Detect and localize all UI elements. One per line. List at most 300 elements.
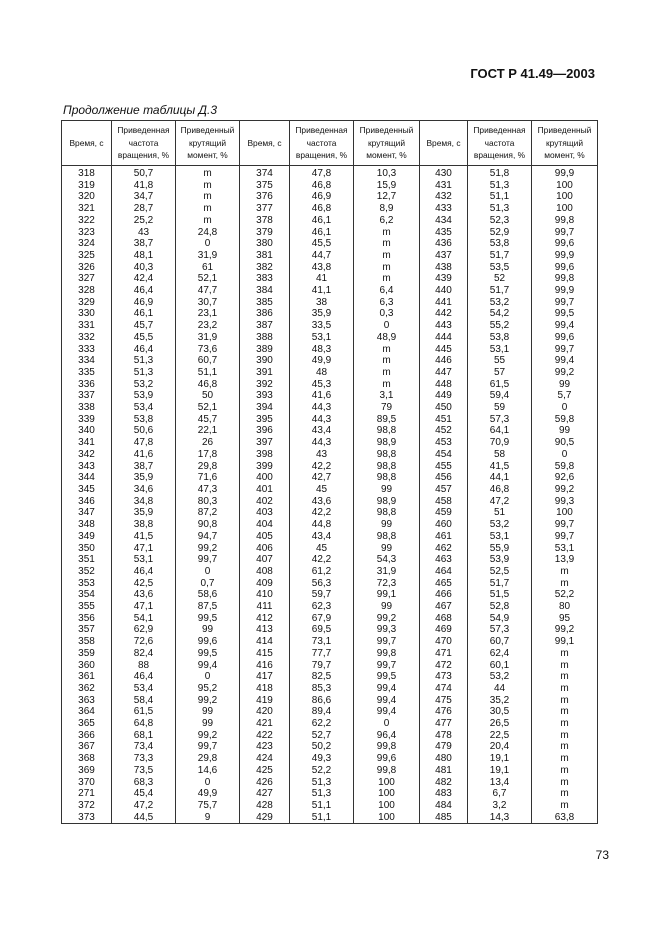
time-cell: 320 bbox=[62, 191, 112, 203]
table-row bbox=[62, 238, 598, 250]
column-header-torque: Приведенный крутящий момент, % bbox=[532, 121, 598, 166]
torque-cell: 99,7 bbox=[532, 519, 598, 531]
torque-cell: m bbox=[176, 191, 240, 203]
torque-cell: m bbox=[532, 753, 598, 765]
time-cell: 411 bbox=[240, 601, 290, 613]
table-row bbox=[62, 262, 598, 274]
time-cell: 346 bbox=[62, 496, 112, 508]
speed-cell: 51,8 bbox=[468, 166, 532, 180]
torque-cell: 5,7 bbox=[532, 390, 598, 402]
torque-cell: m bbox=[532, 671, 598, 683]
table-row bbox=[62, 636, 598, 648]
time-cell: 324 bbox=[62, 238, 112, 250]
time-cell: 463 bbox=[420, 554, 468, 566]
torque-cell: 31,9 bbox=[176, 332, 240, 344]
table-row bbox=[62, 227, 598, 239]
time-cell: 377 bbox=[240, 203, 290, 215]
time-cell: 416 bbox=[240, 660, 290, 672]
speed-cell: 82,4 bbox=[112, 648, 176, 660]
time-cell: 271 bbox=[62, 788, 112, 800]
time-cell: 479 bbox=[420, 741, 468, 753]
time-cell: 347 bbox=[62, 507, 112, 519]
time-cell: 365 bbox=[62, 718, 112, 730]
table-row bbox=[62, 344, 598, 356]
speed-cell: 45 bbox=[290, 543, 354, 555]
torque-cell: 99,4 bbox=[354, 683, 420, 695]
speed-cell: 64,1 bbox=[468, 425, 532, 437]
torque-cell: 94,7 bbox=[176, 531, 240, 543]
speed-cell: 30,5 bbox=[468, 706, 532, 718]
time-cell: 355 bbox=[62, 601, 112, 613]
time-cell: 471 bbox=[420, 648, 468, 660]
time-cell: 328 bbox=[62, 285, 112, 297]
table-row bbox=[62, 671, 598, 683]
torque-cell: m bbox=[532, 578, 598, 590]
time-cell: 373 bbox=[62, 812, 112, 824]
speed-cell: 51,1 bbox=[290, 812, 354, 824]
speed-cell: 53,8 bbox=[112, 414, 176, 426]
speed-cell: 45,7 bbox=[112, 320, 176, 332]
data-table bbox=[61, 120, 598, 824]
torque-cell: m bbox=[532, 730, 598, 742]
torque-cell: 99,4 bbox=[354, 695, 420, 707]
time-cell: 391 bbox=[240, 367, 290, 379]
time-cell: 359 bbox=[62, 648, 112, 660]
speed-cell: 34,7 bbox=[112, 191, 176, 203]
speed-cell: 43 bbox=[290, 449, 354, 461]
torque-cell: 52,1 bbox=[176, 402, 240, 414]
time-cell: 414 bbox=[240, 636, 290, 648]
time-cell: 354 bbox=[62, 589, 112, 601]
speed-cell: 55 bbox=[468, 355, 532, 367]
speed-cell: 52,8 bbox=[468, 601, 532, 613]
torque-cell: 23,1 bbox=[176, 308, 240, 320]
torque-cell: 99,3 bbox=[354, 624, 420, 636]
torque-cell: m bbox=[532, 777, 598, 789]
time-cell: 387 bbox=[240, 320, 290, 332]
speed-cell: 41,5 bbox=[468, 461, 532, 473]
time-cell: 475 bbox=[420, 695, 468, 707]
speed-cell: 52,9 bbox=[468, 227, 532, 239]
speed-cell: 47,1 bbox=[112, 543, 176, 555]
table-row bbox=[62, 166, 598, 180]
time-cell: 402 bbox=[240, 496, 290, 508]
time-cell: 483 bbox=[420, 788, 468, 800]
torque-cell: 0 bbox=[532, 402, 598, 414]
speed-cell: 62,9 bbox=[112, 624, 176, 636]
table-row bbox=[62, 519, 598, 531]
table-row bbox=[62, 765, 598, 777]
torque-cell: 99,6 bbox=[532, 262, 598, 274]
torque-cell: 99 bbox=[354, 543, 420, 555]
torque-cell: 99,5 bbox=[176, 648, 240, 660]
torque-cell: 99,8 bbox=[532, 215, 598, 227]
time-cell: 437 bbox=[420, 250, 468, 262]
torque-cell: 87,5 bbox=[176, 601, 240, 613]
time-cell: 428 bbox=[240, 800, 290, 812]
table-row bbox=[62, 461, 598, 473]
torque-cell: 99,7 bbox=[532, 531, 598, 543]
speed-cell: 51,3 bbox=[290, 777, 354, 789]
time-cell: 385 bbox=[240, 297, 290, 309]
time-cell: 474 bbox=[420, 683, 468, 695]
speed-cell: 59 bbox=[468, 402, 532, 414]
torque-cell: 99,4 bbox=[354, 706, 420, 718]
torque-cell: m bbox=[354, 379, 420, 391]
speed-cell: 38,8 bbox=[112, 519, 176, 531]
time-cell: 398 bbox=[240, 449, 290, 461]
speed-cell: 60,1 bbox=[468, 660, 532, 672]
table-row bbox=[62, 578, 598, 590]
time-cell: 384 bbox=[240, 285, 290, 297]
torque-cell: 73,6 bbox=[176, 344, 240, 356]
torque-cell: 47,3 bbox=[176, 484, 240, 496]
speed-cell: 46,1 bbox=[290, 215, 354, 227]
table-caption: Продолжение таблицы Д.3 bbox=[63, 103, 218, 117]
torque-cell: 98,8 bbox=[354, 461, 420, 473]
torque-cell: m bbox=[354, 250, 420, 262]
torque-cell: 53,1 bbox=[532, 543, 598, 555]
torque-cell: 0 bbox=[176, 777, 240, 789]
torque-cell: m bbox=[354, 227, 420, 239]
speed-cell: 70,9 bbox=[468, 437, 532, 449]
torque-cell: 99 bbox=[176, 624, 240, 636]
time-cell: 403 bbox=[240, 507, 290, 519]
time-cell: 361 bbox=[62, 671, 112, 683]
time-cell: 350 bbox=[62, 543, 112, 555]
table-row bbox=[62, 531, 598, 543]
torque-cell: 0 bbox=[176, 671, 240, 683]
speed-cell: 51,3 bbox=[112, 355, 176, 367]
speed-cell: 45,3 bbox=[290, 379, 354, 391]
time-cell: 454 bbox=[420, 449, 468, 461]
torque-cell: 45,7 bbox=[176, 414, 240, 426]
table-row bbox=[62, 624, 598, 636]
speed-cell: 89,4 bbox=[290, 706, 354, 718]
speed-cell: 54,1 bbox=[112, 613, 176, 625]
speed-cell: 77,7 bbox=[290, 648, 354, 660]
speed-cell: 13,4 bbox=[468, 777, 532, 789]
speed-cell: 3,2 bbox=[468, 800, 532, 812]
speed-cell: 49,3 bbox=[290, 753, 354, 765]
speed-cell: 72,6 bbox=[112, 636, 176, 648]
time-cell: 473 bbox=[420, 671, 468, 683]
speed-cell: 60,7 bbox=[468, 636, 532, 648]
table-row bbox=[62, 800, 598, 812]
speed-cell: 44,7 bbox=[290, 250, 354, 262]
speed-cell: 52 bbox=[468, 273, 532, 285]
time-cell: 404 bbox=[240, 519, 290, 531]
time-cell: 417 bbox=[240, 671, 290, 683]
speed-cell: 61,2 bbox=[290, 566, 354, 578]
speed-cell: 45,5 bbox=[290, 238, 354, 250]
table-body bbox=[62, 166, 598, 824]
speed-cell: 22,5 bbox=[468, 730, 532, 742]
torque-cell: 0 bbox=[176, 566, 240, 578]
torque-cell: 0,3 bbox=[354, 308, 420, 320]
torque-cell: 92,6 bbox=[532, 472, 598, 484]
time-cell: 439 bbox=[420, 273, 468, 285]
torque-cell: 0 bbox=[354, 718, 420, 730]
speed-cell: 20,4 bbox=[468, 741, 532, 753]
time-cell: 392 bbox=[240, 379, 290, 391]
table-row bbox=[62, 390, 598, 402]
time-cell: 408 bbox=[240, 566, 290, 578]
document-standard-number: ГОСТ Р 41.49—2003 bbox=[470, 66, 595, 81]
speed-cell: 52,7 bbox=[290, 730, 354, 742]
time-cell: 348 bbox=[62, 519, 112, 531]
torque-cell: 6,2 bbox=[354, 215, 420, 227]
time-cell: 450 bbox=[420, 402, 468, 414]
time-cell: 449 bbox=[420, 390, 468, 402]
speed-cell: 49,9 bbox=[290, 355, 354, 367]
torque-cell: 60,7 bbox=[176, 355, 240, 367]
time-cell: 389 bbox=[240, 344, 290, 356]
time-cell: 457 bbox=[420, 484, 468, 496]
torque-cell: 100 bbox=[532, 203, 598, 215]
column-header-torque: Приведенный крутящий момент, % bbox=[176, 121, 240, 166]
speed-cell: 51,7 bbox=[468, 578, 532, 590]
time-cell: 321 bbox=[62, 203, 112, 215]
speed-cell: 45,5 bbox=[112, 332, 176, 344]
time-cell: 364 bbox=[62, 706, 112, 718]
torque-cell: 100 bbox=[532, 180, 598, 192]
torque-cell: 72,3 bbox=[354, 578, 420, 590]
speed-cell: 58 bbox=[468, 449, 532, 461]
time-cell: 342 bbox=[62, 449, 112, 461]
speed-cell: 73,4 bbox=[112, 741, 176, 753]
speed-cell: 53,1 bbox=[290, 332, 354, 344]
time-cell: 460 bbox=[420, 519, 468, 531]
time-cell: 467 bbox=[420, 601, 468, 613]
torque-cell: m bbox=[176, 203, 240, 215]
time-cell: 331 bbox=[62, 320, 112, 332]
speed-cell: 48 bbox=[290, 367, 354, 379]
table-row bbox=[62, 601, 598, 613]
table-row bbox=[62, 648, 598, 660]
time-cell: 446 bbox=[420, 355, 468, 367]
speed-cell: 51,3 bbox=[290, 788, 354, 800]
speed-cell: 34,6 bbox=[112, 484, 176, 496]
speed-cell: 53,5 bbox=[468, 262, 532, 274]
table-row bbox=[62, 730, 598, 742]
speed-cell: 46,4 bbox=[112, 671, 176, 683]
torque-cell: 100 bbox=[532, 507, 598, 519]
torque-cell: 3,1 bbox=[354, 390, 420, 402]
torque-cell: 48,9 bbox=[354, 332, 420, 344]
torque-cell: 61 bbox=[176, 262, 240, 274]
speed-cell: 47,8 bbox=[290, 166, 354, 180]
table-row bbox=[62, 812, 598, 824]
torque-cell: 31,9 bbox=[354, 566, 420, 578]
time-cell: 376 bbox=[240, 191, 290, 203]
time-cell: 370 bbox=[62, 777, 112, 789]
speed-cell: 46,1 bbox=[290, 227, 354, 239]
torque-cell: 99,9 bbox=[532, 166, 598, 180]
torque-cell: m bbox=[532, 566, 598, 578]
torque-cell: 6,3 bbox=[354, 297, 420, 309]
column-header-speed: Приведенная частота вращения, % bbox=[290, 121, 354, 166]
speed-cell: 46,9 bbox=[290, 191, 354, 203]
speed-cell: 43,4 bbox=[290, 425, 354, 437]
torque-cell: 98,8 bbox=[354, 507, 420, 519]
torque-cell: 59,8 bbox=[532, 414, 598, 426]
time-cell: 343 bbox=[62, 461, 112, 473]
speed-cell: 57,3 bbox=[468, 414, 532, 426]
time-cell: 352 bbox=[62, 566, 112, 578]
torque-cell: m bbox=[354, 262, 420, 274]
speed-cell: 46,4 bbox=[112, 285, 176, 297]
torque-cell: 15,9 bbox=[354, 180, 420, 192]
speed-cell: 46,4 bbox=[112, 566, 176, 578]
torque-cell: 98,8 bbox=[354, 472, 420, 484]
torque-cell: 99 bbox=[532, 425, 598, 437]
time-cell: 468 bbox=[420, 613, 468, 625]
table-row bbox=[62, 414, 598, 426]
time-cell: 409 bbox=[240, 578, 290, 590]
table-row bbox=[62, 437, 598, 449]
speed-cell: 43,6 bbox=[290, 496, 354, 508]
torque-cell: 99,7 bbox=[532, 227, 598, 239]
column-header-speed: Приведенная частота вращения, % bbox=[468, 121, 532, 166]
time-cell: 442 bbox=[420, 308, 468, 320]
speed-cell: 62,4 bbox=[468, 648, 532, 660]
time-cell: 340 bbox=[62, 425, 112, 437]
speed-cell: 54,9 bbox=[468, 613, 532, 625]
torque-cell: 99,6 bbox=[532, 332, 598, 344]
time-cell: 358 bbox=[62, 636, 112, 648]
torque-cell: 14,6 bbox=[176, 765, 240, 777]
table-row bbox=[62, 543, 598, 555]
time-cell: 413 bbox=[240, 624, 290, 636]
speed-cell: 44,3 bbox=[290, 402, 354, 414]
time-cell: 337 bbox=[62, 390, 112, 402]
time-cell: 482 bbox=[420, 777, 468, 789]
table-row bbox=[62, 215, 598, 227]
torque-cell: 99,8 bbox=[354, 741, 420, 753]
speed-cell: 46,8 bbox=[468, 484, 532, 496]
time-cell: 381 bbox=[240, 250, 290, 262]
table-row bbox=[62, 660, 598, 672]
column-header-time: Время, с bbox=[420, 121, 468, 166]
table-row bbox=[62, 484, 598, 496]
speed-cell: 86,6 bbox=[290, 695, 354, 707]
torque-cell: 99,4 bbox=[176, 660, 240, 672]
torque-cell: m bbox=[354, 355, 420, 367]
time-cell: 438 bbox=[420, 262, 468, 274]
speed-cell: 50,6 bbox=[112, 425, 176, 437]
speed-cell: 51 bbox=[468, 507, 532, 519]
torque-cell: 99,2 bbox=[176, 730, 240, 742]
torque-cell: m bbox=[354, 238, 420, 250]
speed-cell: 53,1 bbox=[112, 554, 176, 566]
time-cell: 469 bbox=[420, 624, 468, 636]
torque-cell: 99,6 bbox=[532, 238, 598, 250]
speed-cell: 14,3 bbox=[468, 812, 532, 824]
speed-cell: 41 bbox=[290, 273, 354, 285]
time-cell: 334 bbox=[62, 355, 112, 367]
time-cell: 351 bbox=[62, 554, 112, 566]
time-cell: 419 bbox=[240, 695, 290, 707]
torque-cell: 99,8 bbox=[354, 765, 420, 777]
time-cell: 374 bbox=[240, 166, 290, 180]
speed-cell: 42,4 bbox=[112, 273, 176, 285]
time-cell: 472 bbox=[420, 660, 468, 672]
torque-cell: 99,8 bbox=[532, 273, 598, 285]
time-cell: 485 bbox=[420, 812, 468, 824]
torque-cell: m bbox=[532, 788, 598, 800]
time-cell: 465 bbox=[420, 578, 468, 590]
torque-cell: 99,1 bbox=[354, 589, 420, 601]
time-cell: 456 bbox=[420, 472, 468, 484]
speed-cell: 47,8 bbox=[112, 437, 176, 449]
torque-cell: 26 bbox=[176, 437, 240, 449]
torque-cell: 99,7 bbox=[532, 344, 598, 356]
time-cell: 394 bbox=[240, 402, 290, 414]
time-cell: 318 bbox=[62, 166, 112, 180]
torque-cell: 47,7 bbox=[176, 285, 240, 297]
torque-cell: 99,4 bbox=[532, 355, 598, 367]
time-cell: 383 bbox=[240, 273, 290, 285]
time-cell: 447 bbox=[420, 367, 468, 379]
torque-cell: 99,6 bbox=[176, 636, 240, 648]
speed-cell: 46,8 bbox=[290, 180, 354, 192]
torque-cell: 29,8 bbox=[176, 461, 240, 473]
speed-cell: 19,1 bbox=[468, 765, 532, 777]
speed-cell: 53,9 bbox=[468, 554, 532, 566]
torque-cell: 24,8 bbox=[176, 227, 240, 239]
torque-cell: 0 bbox=[354, 320, 420, 332]
table-row bbox=[62, 554, 598, 566]
time-cell: 440 bbox=[420, 285, 468, 297]
speed-cell: 43,8 bbox=[290, 262, 354, 274]
torque-cell: 90,8 bbox=[176, 519, 240, 531]
speed-cell: 41,6 bbox=[290, 390, 354, 402]
torque-cell: 99 bbox=[354, 484, 420, 496]
time-cell: 481 bbox=[420, 765, 468, 777]
time-cell: 429 bbox=[240, 812, 290, 824]
speed-cell: 79,7 bbox=[290, 660, 354, 672]
time-cell: 396 bbox=[240, 425, 290, 437]
column-header-speed: Приведенная частота вращения, % bbox=[112, 121, 176, 166]
speed-cell: 44,8 bbox=[290, 519, 354, 531]
torque-cell: m bbox=[176, 180, 240, 192]
torque-cell: m bbox=[532, 695, 598, 707]
torque-cell: 100 bbox=[354, 800, 420, 812]
time-cell: 333 bbox=[62, 344, 112, 356]
speed-cell: 35,2 bbox=[468, 695, 532, 707]
time-cell: 326 bbox=[62, 262, 112, 274]
time-cell: 441 bbox=[420, 297, 468, 309]
torque-cell: 0 bbox=[176, 238, 240, 250]
speed-cell: 82,5 bbox=[290, 671, 354, 683]
table-row bbox=[62, 777, 598, 789]
torque-cell: 59,8 bbox=[532, 461, 598, 473]
time-cell: 363 bbox=[62, 695, 112, 707]
time-cell: 476 bbox=[420, 706, 468, 718]
torque-cell: 99,2 bbox=[176, 543, 240, 555]
torque-cell: 12,7 bbox=[354, 191, 420, 203]
time-cell: 410 bbox=[240, 589, 290, 601]
time-cell: 421 bbox=[240, 718, 290, 730]
table-row bbox=[62, 507, 598, 519]
torque-cell: m bbox=[532, 741, 598, 753]
torque-cell: 58,6 bbox=[176, 589, 240, 601]
time-cell: 356 bbox=[62, 613, 112, 625]
torque-cell: 71,6 bbox=[176, 472, 240, 484]
speed-cell: 26,5 bbox=[468, 718, 532, 730]
speed-cell: 38,7 bbox=[112, 461, 176, 473]
